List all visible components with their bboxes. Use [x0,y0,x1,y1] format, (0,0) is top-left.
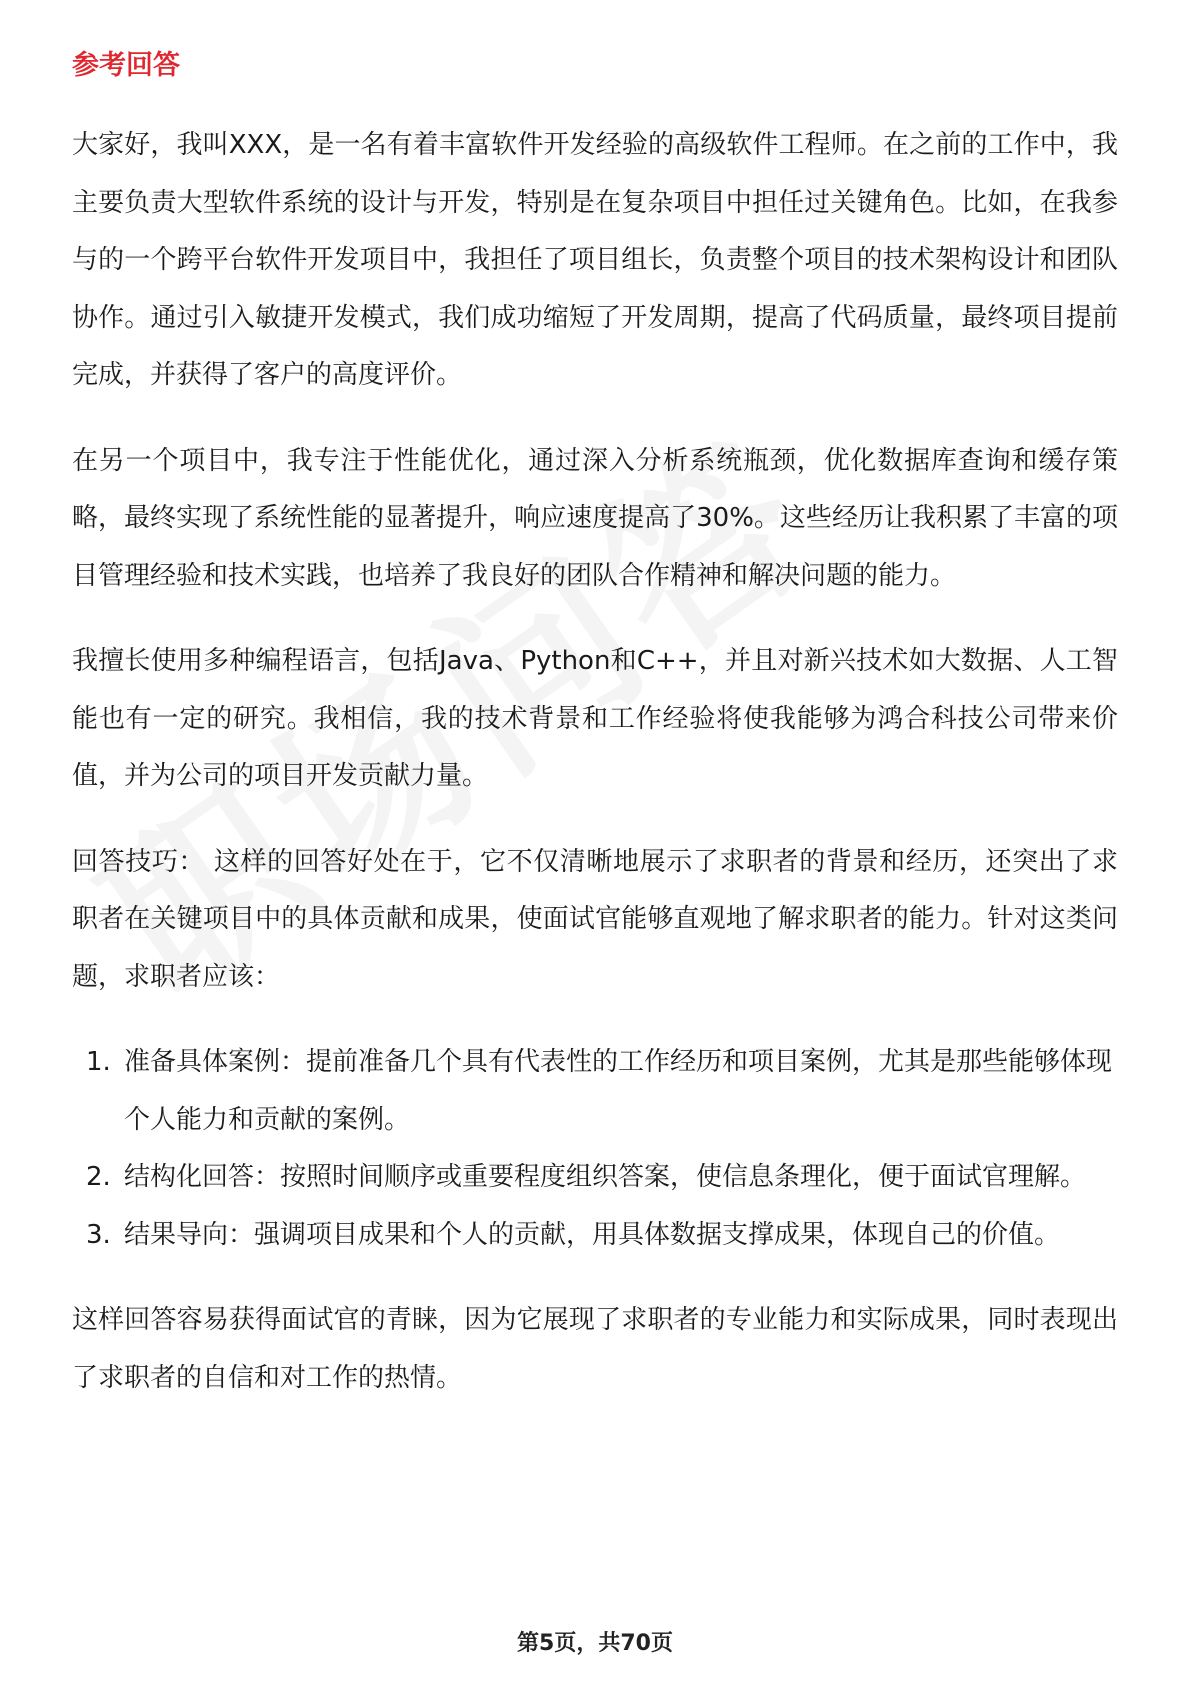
paragraph-tips-intro: 回答技巧： 这样的回答好处在于，它不仅清晰地展示了求职者的背景和经历，还突出了求职者在关键项目中的具体贡献和成果，使面试官能够直观地了解求职者的能力。针对这类问题，求职者应该： [72,846,1118,992]
section-heading: 参考回答 [72,50,180,81]
list-number: 1. [86,1047,111,1077]
answer-content [72,117,1118,1435]
list-item-text: 结果导向：强调项目成果和个人的贡献，用具体数据支撑成果，体现自己的价值。 [124,1219,1061,1250]
list-item-text: 结构化回答：按照时间顺序或重要程度组织答案，使信息条理化，便于面试官理解。 [124,1162,1087,1192]
paragraph-intro: 大家好，我叫XXX，是一名有着丰富软件开发经验的高级软件工程师。在之前的工作中，我主要负责大型软件系统的设计与开发，特别是在复杂项目中担任过关键角色。比如，在我参与的一个跨平台软件开发项目中，我担任了项目组长，负责整个项目的技术架构设计和团队协作。通过引入敏捷开发模式，我们成功缩短了开发周期，提高了代码质量，最终项目提前完成，并获得了客户的高度评价。 [72,130,1118,390]
list-item-text: 准备具体案例：提前准备几个具有代表性的工作经历和项目案例，尤其是那些能够体现个人能力和贡献的案例。 [124,1047,1113,1135]
list-number: 3. [86,1219,111,1250]
paragraph-closing: 这样回答容易获得面试官的青睐，因为它展现了求职者的专业能力和实际成果，同时表现出了求职者的自信和对工作的热情。 [72,1305,1118,1393]
paragraph-performance: 在另一个项目中，我专注于性能优化，通过深入分析系统瓶颈，优化数据库查询和缓存策略，最终实现了系统性能的显著提升，响应速度提高了30%。这些经历让我积累了丰富的项目管理经验和技术实践，也培养了我良好的团队合作精神和解决问题的能力。 [72,445,1118,591]
paragraph-skills: 我擅长使用多种编程语言，包括Java、Python和C++，并且对新兴技术如大数据、人工智能也有一定的研究。我相信，我的技术背景和工作经验将使我能够为鸿合科技公司带来价值，并为公司的项目开发贡献力量。 [72,646,1118,791]
list-item [72,1149,1118,1207]
list-item [72,1034,1118,1149]
list-item [72,1207,1118,1265]
tips-list [72,1034,1118,1264]
page-number: 第5页，共70页 [517,1631,673,1656]
list-number: 2. [86,1162,111,1192]
